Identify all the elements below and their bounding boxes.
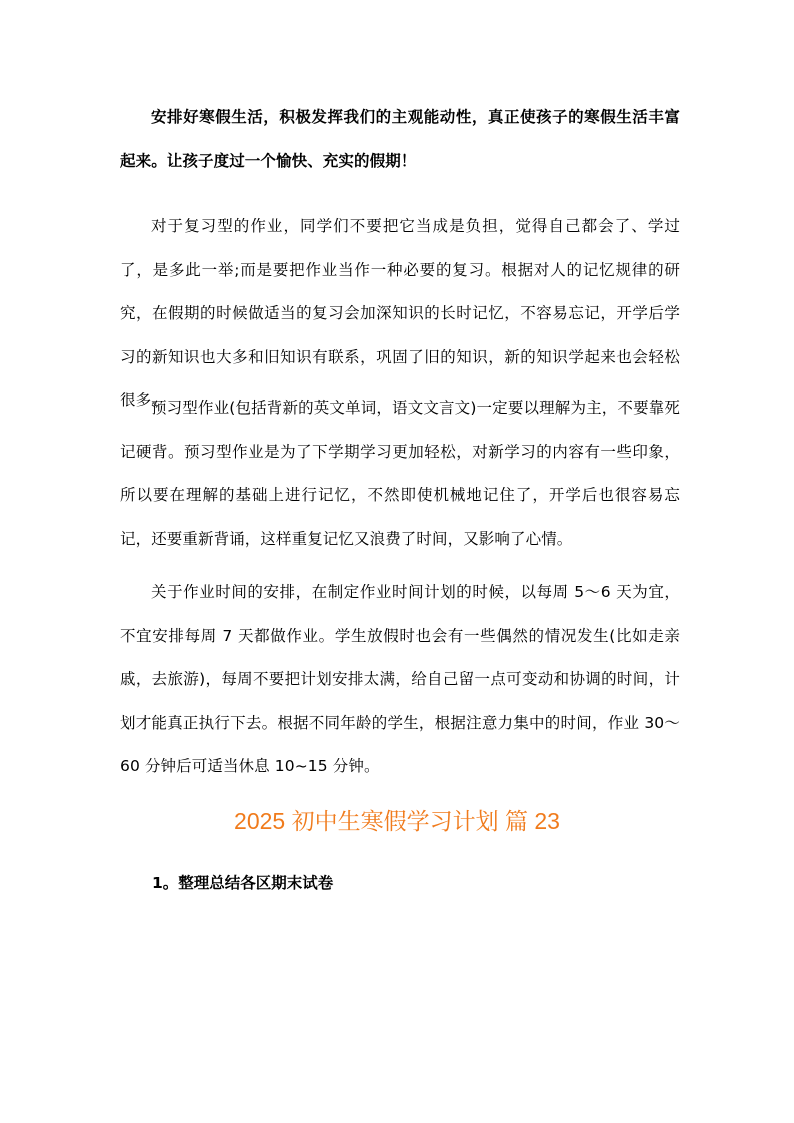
subheading-exam-papers: 1。整理总结各区期末试卷 [152, 874, 334, 892]
section-heading: 2025 初中生寒假学习计划 篇 23 [234, 808, 560, 834]
paragraph-preview-homework: 预习型作业(包括背新的英文单词，语文文言文)一定要以理解为主，不要靠死记硬背。预习型作业是为了下学期学习更加轻松，对新学习的内容有一些印象，所以要在理解的基础上进行记忆，不然即使机械地记住了，开学后也很容易忘记，还要重新背诵，这样重复记忆又浪费了时间，又影响了心情。 [120, 399, 680, 548]
paragraph-winter-life-summary: 安排好寒假生活，积极发挥我们的主观能动性，真正使孩子的寒假生活丰富起来。让孩子度过一个愉快、充实的假期！ [120, 108, 680, 170]
paragraph-homework-schedule: 关于作业时间的安排，在制定作业时间计划的时候，以每周 5～6 天为宜，不宜安排每周 7 天都做作业。学生放假时也会有一些偶然的情况发生(比如走亲戚，去旅游)，每周不要把计划安排太满，给自己留一点可变动和协调的时间，计划才能真正执行下去。根据不同年龄的学生，根据注意力集中的时间，作业 30～60 分钟后可适当休息 10~15 分钟。 [120, 583, 680, 776]
paragraph-review-homework: 对于复习型的作业，同学们不要把它当成是负担，觉得自己都会了、学过了，是多此一举;而是要把作业当作一种必要的复习。根据对人的记忆规律的研究，在假期的时候做适当的复习会加深知识的长时记忆，不容易忘记，开学后学习的新知识也大多和旧知识有联系，巩固了旧的知识，新的知识学起来也会轻松很多。 [120, 217, 680, 410]
